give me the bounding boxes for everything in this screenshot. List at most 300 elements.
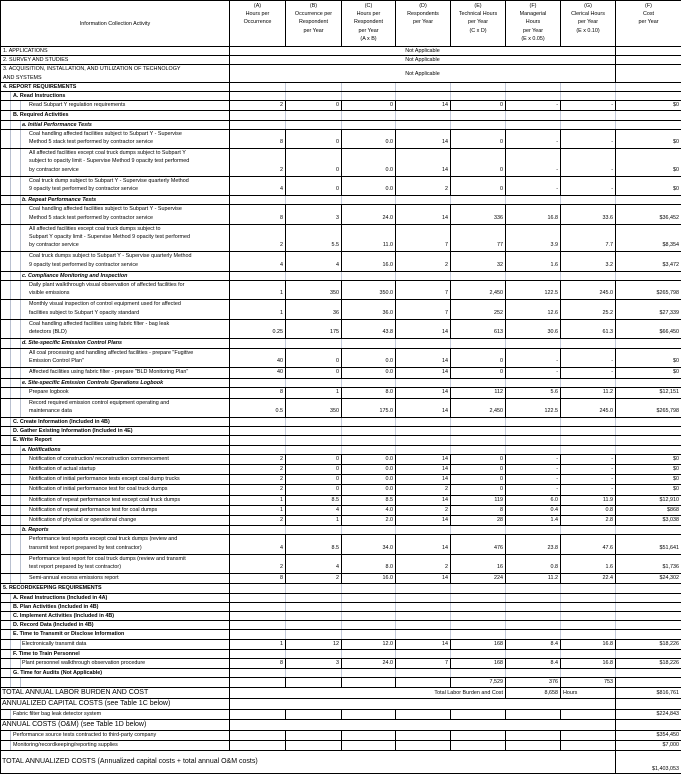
value-cell: 32 (451, 252, 506, 271)
sub-row (1, 593, 681, 602)
grand-total-row (1, 751, 681, 774)
value-cell: - (561, 454, 616, 464)
empty-cell (342, 120, 396, 129)
value-cell: 1 (230, 281, 286, 300)
empty-cell (561, 379, 616, 388)
capital-costs-heading-label: ANNUALIZED CAPITAL COSTS (see Table 1C below) (1, 698, 230, 709)
empty-cell (506, 82, 561, 91)
value-cell: 2 (396, 554, 451, 573)
empty-cell (451, 436, 506, 445)
empty-cell (286, 379, 342, 388)
value-cell: 77 (451, 224, 506, 252)
value-cell: 12 (286, 639, 342, 649)
empty-cell (561, 111, 616, 120)
activity-label: A. Read Instructions (1, 92, 230, 101)
empty-cell (342, 611, 396, 620)
empty-cell (451, 611, 506, 620)
header-col-d: (D) Respondents per Year (396, 1, 451, 47)
cost-cell: $3,472 (616, 252, 681, 271)
empty-cell (342, 92, 396, 101)
value-cell: 8 (230, 574, 286, 584)
na-row (1, 65, 681, 82)
header-col-a: (A) Hours per Occurrence (230, 1, 286, 47)
value-cell: 8.4 (506, 659, 561, 669)
activity-label: C. Implement Activities (Included in 4B) (1, 611, 230, 620)
value-cell: 14 (396, 464, 451, 474)
empty-cell (396, 611, 451, 620)
value-cell: 336 (451, 205, 506, 224)
not-applicable-label: Not Applicable (230, 47, 616, 56)
cost-cell: $18,226 (616, 659, 681, 669)
na-row (1, 47, 681, 56)
value-cell: 0.8 (506, 554, 561, 573)
total-labor-cost: $816,761 (616, 687, 681, 698)
empty-cell (230, 719, 616, 730)
activity-label: All affected facilities except coal truck dumps subject to Subpart Y opacity limit - Supervise Method 9 opacity test performed by contractor service (1, 224, 230, 252)
empty-cell (561, 730, 616, 740)
activity-label: 2. SURVEY AND STUDIES (1, 56, 230, 65)
value-cell: 16.8 (561, 659, 616, 669)
cost-cell: $7,000 (616, 741, 681, 751)
empty-cell (230, 436, 286, 445)
activity-label: 5. RECORDKEEPING REQUIREMENTS (1, 584, 230, 593)
activity-label: 1. APPLICATIONS (1, 47, 230, 56)
value-cell: - (506, 176, 561, 195)
cost-cell (616, 649, 681, 658)
header-col-e: (E) Technical Hours per Year (C x D) (451, 1, 506, 47)
cost-cell: $0 (616, 176, 681, 195)
sub-row (1, 611, 681, 620)
empty-cell (230, 196, 286, 205)
activity-label: Daily plant walkthrough visual observation of affected facilities for visible emissions (1, 281, 230, 300)
total-labor-hours: 8,658 (506, 687, 561, 698)
value-cell: 350 (286, 281, 342, 300)
empty-cell (230, 669, 286, 678)
empty-cell (396, 621, 451, 630)
value-cell: 0 (286, 475, 342, 485)
empty-cell (342, 417, 396, 426)
value-cell: 8.5 (286, 535, 342, 554)
not-applicable-label: Not Applicable (230, 56, 616, 65)
value-cell: 14 (396, 388, 451, 398)
cat-row (1, 196, 681, 205)
table-row (1, 475, 681, 485)
activity-label: Notification of initial performance tests except coal dump trucks (1, 475, 230, 485)
activity-label: Notification of initial performance test for coal truck dumps (1, 485, 230, 495)
cost-cell (616, 339, 681, 348)
empty-cell (342, 379, 396, 388)
empty-cell (561, 82, 616, 91)
value-cell: 47.6 (561, 535, 616, 554)
value-cell: 0.4 (506, 505, 561, 515)
activity-label: 4. REPORT REQUIREMENTS (1, 82, 230, 91)
cost-cell (616, 427, 681, 436)
empty-cell (286, 445, 342, 454)
value-cell: 4 (230, 252, 286, 271)
empty-cell (396, 339, 451, 348)
table-row (1, 464, 681, 474)
table-row (1, 205, 681, 224)
value-cell: 8 (230, 129, 286, 148)
empty-cell (342, 271, 396, 280)
activity-label: A. Read Instructions (Included in 4A) (1, 593, 230, 602)
value-cell: 2,450 (451, 281, 506, 300)
empty-cell (561, 669, 616, 678)
cost-item-label: Performance source tests contracted to third-party company (1, 730, 230, 740)
value-cell: 5.5 (286, 224, 342, 252)
empty-cell (396, 111, 451, 120)
cost-cell (616, 719, 681, 730)
value-cell: 11.9 (561, 495, 616, 505)
empty-cell (230, 602, 286, 611)
value-cell: 16.8 (561, 639, 616, 649)
cost-cell (616, 56, 681, 65)
empty-cell (230, 526, 286, 535)
value-cell: - (506, 149, 561, 177)
empty-cell (561, 649, 616, 658)
value-cell: 3.9 (506, 224, 561, 252)
value-cell: 753 (561, 678, 616, 687)
value-cell: 14 (396, 205, 451, 224)
cost-cell (616, 698, 681, 709)
value-cell: 0 (451, 176, 506, 195)
empty-cell (451, 709, 506, 719)
empty-cell (506, 92, 561, 101)
activity-label: B. Plan Activities (Included in 4B) (1, 602, 230, 611)
cost-cell (616, 196, 681, 205)
value-cell: 0 (286, 149, 342, 177)
value-cell: 16 (451, 554, 506, 573)
empty-cell (506, 417, 561, 426)
value-cell: 8 (230, 388, 286, 398)
empty-cell (396, 427, 451, 436)
value-cell: 2 (230, 515, 286, 525)
empty-cell (396, 602, 451, 611)
empty-cell (230, 584, 286, 593)
value-cell: 0.0 (342, 149, 396, 177)
empty-cell (342, 339, 396, 348)
table-row (1, 574, 681, 584)
value-cell: 4 (286, 252, 342, 271)
value-cell: 0.0 (342, 348, 396, 367)
empty-cell (506, 584, 561, 593)
value-cell: - (561, 129, 616, 148)
activity-label: Read Subpart Y regulation requirements (1, 101, 230, 111)
value-cell: 0 (286, 129, 342, 148)
empty-cell (230, 417, 286, 426)
table-row (1, 129, 681, 148)
empty-cell (506, 526, 561, 535)
cost-cell: $3,038 (616, 515, 681, 525)
cost-cell: $0 (616, 464, 681, 474)
value-cell: 2 (396, 485, 451, 495)
cost-cell (616, 584, 681, 593)
empty-cell (506, 709, 561, 719)
value-cell: 245.0 (561, 398, 616, 417)
empty-cell (506, 111, 561, 120)
empty-cell (342, 630, 396, 639)
value-cell: 476 (451, 535, 506, 554)
value-cell: 14 (396, 319, 451, 338)
empty-cell (451, 584, 506, 593)
cost-cell (616, 436, 681, 445)
value-cell: 0 (451, 367, 506, 378)
value-cell: 16.0 (342, 574, 396, 584)
table-row (1, 101, 681, 111)
value-cell: 2 (396, 505, 451, 515)
value-cell: - (561, 475, 616, 485)
value-cell: 0 (451, 101, 506, 111)
value-cell: 14 (396, 515, 451, 525)
cost-cell (616, 65, 681, 82)
header-col-g: (G) Clerical Hours per Year (E x 0.10) (561, 1, 616, 47)
value-cell: 14 (396, 149, 451, 177)
empty-cell (286, 649, 342, 658)
activity-label: Coal handling affected facilities subject to Subpart Y - Supervise Method 5 stack test performed by contractor service (1, 129, 230, 148)
cost-cell (616, 417, 681, 426)
value-cell: - (561, 149, 616, 177)
om-cost-row (1, 741, 681, 751)
empty-cell (506, 196, 561, 205)
value-cell: 2 (230, 464, 286, 474)
activity-label (1, 678, 230, 687)
sub-row (1, 417, 681, 426)
empty-cell (506, 379, 561, 388)
empty-cell (396, 120, 451, 129)
cost-cell (616, 120, 681, 129)
table-row (1, 388, 681, 398)
empty-cell (286, 593, 342, 602)
value-cell: 0.0 (342, 485, 396, 495)
header-col-c: (C) Hours per Respondent per Year (A x B) (342, 1, 396, 47)
activity-label: Electronically transmit data (1, 639, 230, 649)
value-cell: 3 (286, 659, 342, 669)
cat-row (1, 526, 681, 535)
table-row (1, 535, 681, 554)
value-cell: - (561, 348, 616, 367)
empty-cell (561, 630, 616, 639)
empty-cell (506, 339, 561, 348)
empty-cell (286, 630, 342, 639)
activity-label: C. Create Information (Included in 4B) (1, 417, 230, 426)
value-cell (342, 678, 396, 687)
value-cell: - (506, 454, 561, 464)
header-row (1, 1, 681, 47)
empty-cell (230, 649, 286, 658)
empty-cell (451, 445, 506, 454)
value-cell: 7,529 (451, 678, 506, 687)
value-cell: 0.0 (342, 475, 396, 485)
cost-cell (616, 621, 681, 630)
table-row (1, 319, 681, 338)
value-cell: 2 (230, 554, 286, 573)
value-cell: 122.5 (506, 398, 561, 417)
activity-label: Performance test reports except coal truck dumps (review and transmit test report prepared by test contractor) (1, 535, 230, 554)
cost-item-label: Fabric filter bag leak detector system (1, 709, 230, 719)
activity-label: a. Notifications (1, 445, 230, 454)
value-cell: 1 (286, 388, 342, 398)
empty-cell (451, 339, 506, 348)
activity-label: All coal processing and handling affected facilities - prepare "Fugitive Emission Control Plan" (1, 348, 230, 367)
cat-row (1, 379, 681, 388)
value-cell: 7 (396, 300, 451, 319)
empty-cell (342, 196, 396, 205)
activity-label: All affected facilities except coal truck dumps subject to Subpart Y subject to opacity limit - Supervise Method 9 opacity test performed by contractor service (1, 149, 230, 177)
cost-cell (616, 92, 681, 101)
empty-cell (451, 427, 506, 436)
activity-label: b. Repeat Performance Tests (1, 196, 230, 205)
value-cell: 40 (230, 367, 286, 378)
empty-cell (396, 730, 451, 740)
value-cell: 8 (230, 205, 286, 224)
sub-row (1, 436, 681, 445)
empty-cell (561, 196, 616, 205)
value-cell: 112 (451, 388, 506, 398)
activity-label: F. Time to Train Personnel (1, 649, 230, 658)
activity-label: Coal truck dump subject to Subpart Y - Supervise quarterly Method 9 opacity test performed by contractor service (1, 176, 230, 195)
value-cell: 2 (230, 454, 286, 464)
empty-cell (286, 120, 342, 129)
cost-cell: $36,452 (616, 205, 681, 224)
value-cell: 14 (396, 454, 451, 464)
value-cell: 16.0 (342, 252, 396, 271)
empty-cell (286, 427, 342, 436)
grand-total-cost: $1,403,053 (616, 751, 681, 774)
table-row (1, 454, 681, 464)
cost-cell: $0 (616, 348, 681, 367)
empty-cell (396, 436, 451, 445)
empty-cell (230, 120, 286, 129)
empty-cell (451, 741, 506, 751)
cost-cell: $24,302 (616, 574, 681, 584)
cost-cell: $0 (616, 129, 681, 148)
not-applicable-label: Not Applicable (230, 65, 616, 82)
value-cell: 350 (286, 398, 342, 417)
value-cell: 0 (286, 101, 342, 111)
value-cell: 14 (396, 495, 451, 505)
cost-cell (616, 678, 681, 687)
empty-cell (451, 593, 506, 602)
empty-cell (230, 445, 286, 454)
cost-cell: $12,151 (616, 388, 681, 398)
sub-row (1, 649, 681, 658)
value-cell: - (506, 367, 561, 378)
value-cell: 14 (396, 398, 451, 417)
value-cell: 1 (230, 639, 286, 649)
value-cell: 14 (396, 475, 451, 485)
cost-cell: $265,798 (616, 281, 681, 300)
value-cell: 613 (451, 319, 506, 338)
value-cell: 0 (451, 149, 506, 177)
empty-cell (230, 82, 286, 91)
na-row (1, 56, 681, 65)
cost-cell (616, 630, 681, 639)
empty-cell (342, 593, 396, 602)
empty-cell (506, 741, 561, 751)
empty-cell (561, 621, 616, 630)
value-cell: 8.0 (342, 554, 396, 573)
empty-cell (286, 584, 342, 593)
value-cell: 2 (230, 485, 286, 495)
empty-cell (451, 621, 506, 630)
empty-cell (342, 741, 396, 751)
empty-cell (396, 741, 451, 751)
empty-cell (286, 271, 342, 280)
activity-label: B. Required Activities (1, 111, 230, 120)
empty-cell (342, 669, 396, 678)
empty-cell (230, 593, 286, 602)
activity-label: D. Record Data (Included in 4B) (1, 621, 230, 630)
value-cell: 0 (286, 367, 342, 378)
value-cell: 34.0 (342, 535, 396, 554)
empty-cell (286, 602, 342, 611)
activity-label: b. Reports (1, 526, 230, 535)
cost-cell: $0 (616, 367, 681, 378)
empty-cell (286, 669, 342, 678)
empty-cell (286, 730, 342, 740)
cost-cell (616, 593, 681, 602)
table-row (1, 495, 681, 505)
total-labor-row (1, 687, 681, 698)
value-cell: 8 (230, 659, 286, 669)
cost-item-label: Monitoring/recordkeeping/reporting supplies (1, 741, 230, 751)
empty-cell (506, 611, 561, 620)
cost-cell: $0 (616, 101, 681, 111)
activity-label: e. Site-specific Emission Controls Operations Logbook (1, 379, 230, 388)
empty-cell (286, 82, 342, 91)
cost-cell: $265,798 (616, 398, 681, 417)
empty-cell (230, 730, 286, 740)
value-cell: 2 (230, 224, 286, 252)
subtotal-row (1, 678, 681, 687)
empty-cell (561, 436, 616, 445)
value-cell: - (506, 475, 561, 485)
value-cell: - (506, 485, 561, 495)
cost-cell (616, 379, 681, 388)
table-row (1, 300, 681, 319)
cost-cell (616, 82, 681, 91)
cat-row (1, 120, 681, 129)
total-labor-label: TOTAL ANNUAL LABOR BURDEN AND COST (1, 687, 230, 698)
value-cell: 25.2 (561, 300, 616, 319)
empty-cell (396, 584, 451, 593)
empty-cell (396, 379, 451, 388)
value-cell: 16.8 (506, 205, 561, 224)
empty-cell (230, 379, 286, 388)
table-row (1, 515, 681, 525)
empty-cell (451, 120, 506, 129)
cost-cell: $12,910 (616, 495, 681, 505)
activity-label: Notification of repeat performance test except coal truck dumps (1, 495, 230, 505)
sec-row (1, 82, 681, 91)
empty-cell (396, 593, 451, 602)
value-cell: 2 (396, 252, 451, 271)
empty-cell (561, 120, 616, 129)
sec-row (1, 584, 681, 593)
cost-cell: $8,354 (616, 224, 681, 252)
cost-cell: $18,226 (616, 639, 681, 649)
cat-row (1, 445, 681, 454)
empty-cell (506, 445, 561, 454)
empty-cell (506, 427, 561, 436)
empty-cell (396, 445, 451, 454)
value-cell: - (561, 485, 616, 495)
value-cell: 1 (230, 300, 286, 319)
empty-cell (561, 584, 616, 593)
sub-row (1, 111, 681, 120)
empty-cell (396, 271, 451, 280)
empty-cell (286, 741, 342, 751)
